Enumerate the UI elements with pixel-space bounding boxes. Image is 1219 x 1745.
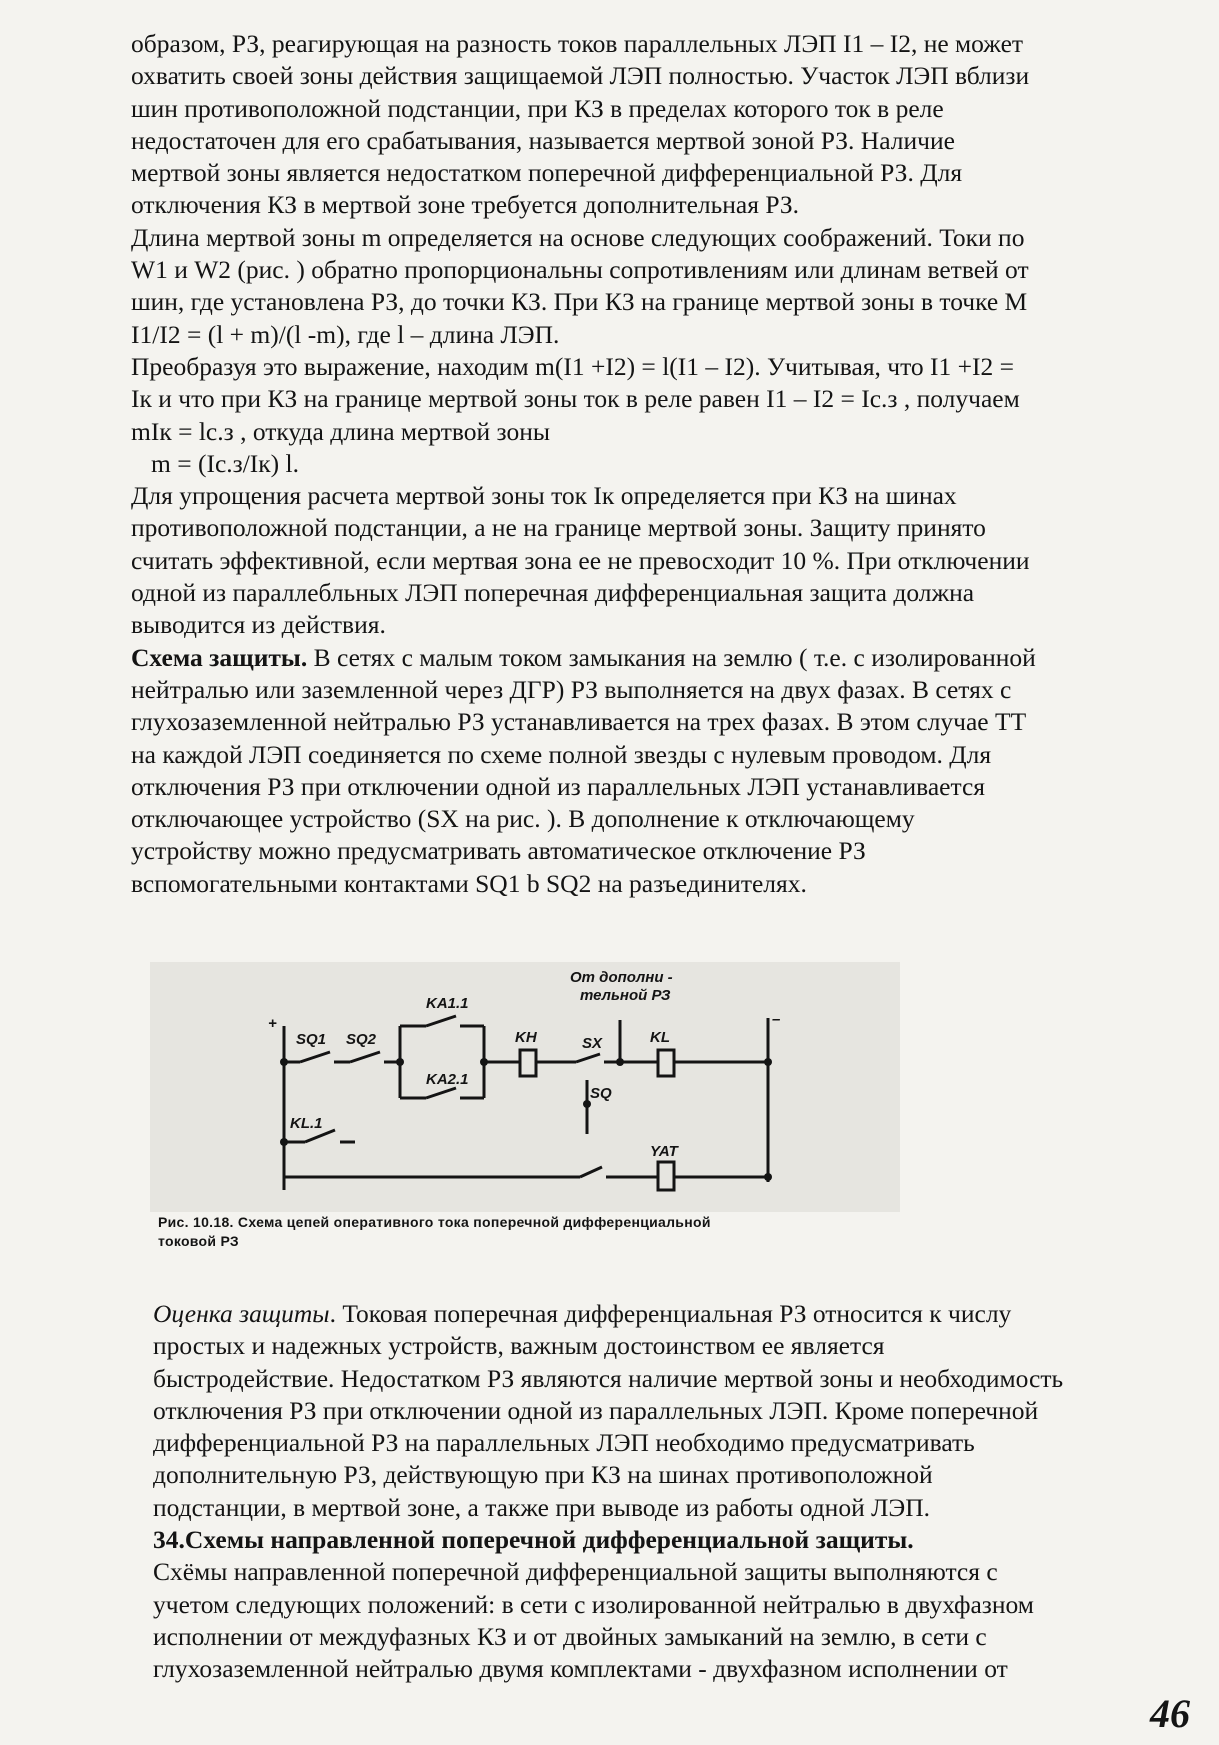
text-line: mIк = lс.з , откуда длина мертвой зоны (131, 416, 551, 446)
caption-line: Рис. 10.18. Схема цепей оперативного тока поперечной дифференциальной (158, 1214, 711, 1230)
text-line: считать эффективной, если мертвая зона ее не превосходит 10 %. При отключении (131, 545, 1030, 575)
text-line: устройству можно предусматривать автоматическое отключение РЗ (131, 836, 866, 866)
text-line: одной из параллебльных ЛЭП поперечная дифференциальная защита должна (131, 578, 975, 608)
text-line: Схёмы направленной поперечной дифференциальной защиты выполняются с (153, 1557, 998, 1587)
label-kl: KL (650, 1029, 670, 1046)
text-line: отключения КЗ в мертвой зоне требуется дополнительная РЗ. (131, 190, 799, 220)
text-line: шин, где установлена РЗ, до точки КЗ. При КЗ на границе мертвой зоны в точке М (131, 287, 1028, 317)
text-line: шин противоположной подстанции, при КЗ в пределах которого ток в реле (131, 93, 944, 123)
dead-zone-formula: m = (Iс.з/Iк) l. (151, 448, 300, 478)
assessment-heading: Оценка защиты (153, 1299, 330, 1328)
text-line: учетом следующих положений: в сети с изолированной нейтралью в двухфазном (153, 1589, 1034, 1619)
text-line: вспомогательными контактами SQ1 b SQ2 на разъединителях. (131, 868, 807, 898)
text-line: отключающее устройство (SX на рис. ). В дополнение к отключающему (131, 804, 915, 834)
text-line: недостаточен для его срабатывания, называется мертвой зоной РЗ. Наличие (131, 125, 955, 155)
text-line: образом, РЗ, реагирующая на разность токов параллельных ЛЭП I1 – I2, не может (131, 29, 1024, 58)
text-line: дополнительную РЗ, действующую при КЗ на шинах противоположной (153, 1460, 933, 1490)
text-line: глухозаземленной нейтралью РЗ устанавливается на трех фазах. В этом случае ТТ (131, 707, 1027, 737)
caption-line: токовой РЗ (158, 1233, 239, 1249)
body-text-top (131, 28, 1161, 900)
label-ka21: KA2.1 (426, 1071, 469, 1088)
text-line: дифференциальной РЗ на параллельных ЛЭП необходимо предусматривать (153, 1428, 975, 1458)
label-sq: SQ (590, 1085, 612, 1102)
assessment-text: . Токовая поперечная дифференциальная РЗ относится к числу (329, 1299, 1012, 1328)
label-sx: SX (582, 1035, 603, 1052)
text-line: Преобразуя это выражение, находим m(I1 +I2) = l(I1 – I2). Учитывая, что I1 +I2 = (131, 351, 1015, 381)
text-line: отключения РЗ при отключении одной из параллельных ЛЭП. Кроме поперечной (153, 1395, 1039, 1425)
text-line: I1/I2 = (l + m)/(l -m), где l – длина ЛЭП. (131, 319, 560, 349)
text-line: мертвой зоны является недостатком поперечной дифференциальной РЗ. Для (131, 158, 963, 188)
label-minus: – (772, 1011, 781, 1028)
text-line: на каждой ЛЭП соединяется по схеме полной звезды с нулевым проводом. Для (131, 739, 992, 769)
text-line: Длина мертвой зоны m определяется на основе следующих соображений. Токи по (131, 222, 1025, 252)
text-line: нейтралью или заземленной через ДГР) РЗ выполняется на двух фазах. В сетях с (131, 674, 1012, 704)
diagram-background (150, 962, 900, 1212)
text-line: отключения РЗ при отключении одной из параллельных ЛЭП устанавливается (131, 771, 985, 801)
circuit-diagram-svg (150, 962, 900, 1212)
figure-caption (158, 1213, 898, 1251)
scheme-heading: Схема защиты. (131, 642, 308, 672)
text-line: простых и надежных устройств, важным достоинством ее является (153, 1331, 885, 1361)
text-line: подстанции, в мертвой зоне, а также при выводе из работы одной ЛЭП. (153, 1492, 931, 1522)
text-line: W1 и W2 (рис. ) обратно пропорциональны сопротивлениям или длинам ветвей от (131, 255, 1029, 285)
label-kl1: KL.1 (290, 1115, 323, 1132)
text-line: глухозаземленной нейтралью двумя комплектами - двухфазном исполнении от (153, 1654, 1008, 1684)
label-from-extra-2: тельной РЗ (580, 987, 671, 1004)
label-sq1: SQ1 (296, 1031, 327, 1048)
scheme-paragraph-first-line (131, 642, 1161, 674)
text-line: охватить своей зоны действия защищаемой ЛЭП полностью. Участок ЛЭП вблизи (131, 61, 1030, 91)
body-text-bottom (153, 1298, 1173, 1686)
text-line: выводится из действия. (131, 610, 386, 640)
label-plus: + (268, 1015, 277, 1032)
page-number: 46 (1150, 1691, 1190, 1736)
text-line: противоположной подстанции, а не на границе мертвой зоны. Защиту принято (131, 513, 986, 543)
text-line: Для упрощения расчета мертвой зоны ток Iк определяется при КЗ на шинах (131, 481, 957, 511)
label-sq2: SQ2 (346, 1031, 377, 1048)
assessment-first-line (153, 1298, 1173, 1330)
label-ka11: KA1.1 (426, 995, 469, 1012)
label-from-extra-1: От дополни - (570, 969, 673, 986)
scheme-text: В сетях с малым током замыкания на землю ( т.е. с изолированной (307, 642, 1036, 672)
text-line: быстродействие. Недостатком РЗ являются наличие мертвой зоны и необходимость (153, 1363, 1064, 1393)
section-heading: 34.Схемы направленной поперечной дифференциальной защиты. (153, 1525, 914, 1555)
text-line: Iк и что при КЗ на границе мертвой зоны ток в реле равен I1 – I2 = Iс.з , получаем (131, 384, 1020, 414)
text-line: исполнении от междуфазных КЗ и от двойных замыканий на землю, в сети с (153, 1621, 987, 1651)
label-kh: KH (515, 1029, 537, 1046)
label-yat: YAT (650, 1143, 678, 1160)
